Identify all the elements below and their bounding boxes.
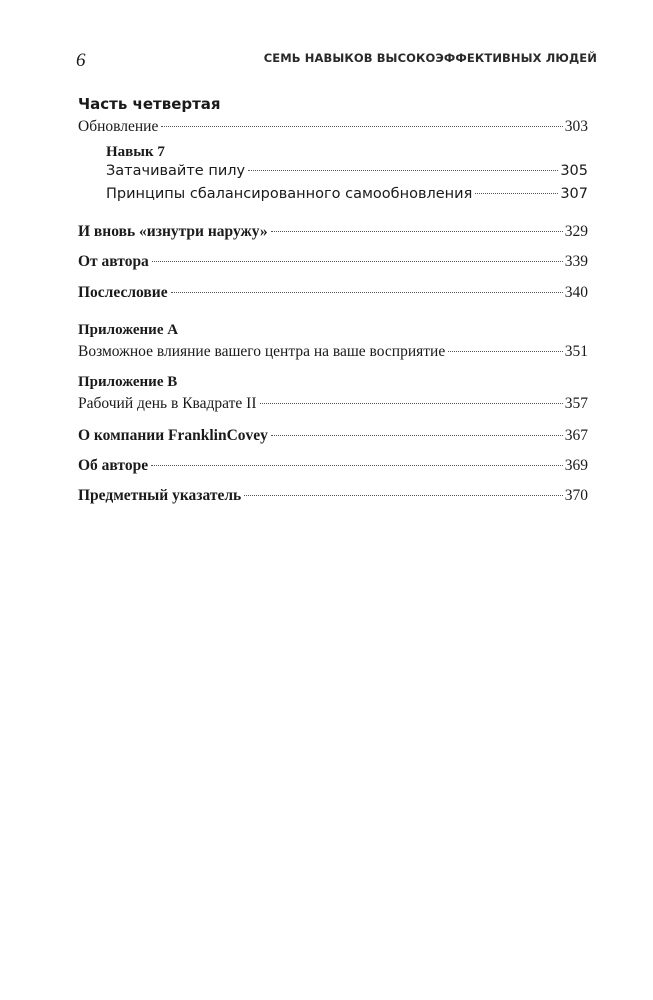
dot-leader bbox=[244, 495, 563, 496]
toc-entry-page: 370 bbox=[564, 487, 588, 504]
toc-entry-label: Рабочий день в Квадрате II bbox=[78, 395, 257, 412]
dot-leader bbox=[475, 193, 558, 194]
toc-entry-page: 307 bbox=[560, 186, 588, 202]
dot-leader bbox=[151, 465, 563, 466]
toc-entry-label: Возможное влияние вашего центра на ваше восприятие bbox=[78, 343, 446, 360]
toc-entry-label: От автора bbox=[78, 253, 149, 270]
toc-entry-afterword bbox=[78, 284, 588, 302]
toc-entry-center-perception bbox=[78, 343, 588, 361]
toc-entry-label: Обновление bbox=[78, 118, 159, 135]
toc-entry-from-author bbox=[78, 253, 588, 271]
dot-leader bbox=[260, 403, 563, 404]
page-number: 6 bbox=[76, 50, 86, 71]
dot-leader bbox=[271, 435, 563, 436]
toc-entry-inside-out-again bbox=[78, 223, 588, 241]
part-four-heading: Часть четвертая bbox=[78, 95, 221, 113]
toc-entry-page: 351 bbox=[564, 343, 588, 360]
dot-leader bbox=[248, 170, 558, 171]
toc-entry-page: 329 bbox=[564, 223, 588, 240]
habit-7-heading: Навык 7 bbox=[106, 144, 165, 160]
dot-leader bbox=[171, 292, 563, 293]
dot-leader bbox=[271, 231, 563, 232]
dot-leader bbox=[161, 126, 562, 127]
toc-entry-subject-index bbox=[78, 487, 588, 505]
toc-entry-label: И вновь «изнутри наружу» bbox=[78, 223, 268, 240]
toc-entry-label: Предметный указатель bbox=[78, 487, 242, 504]
toc-entry-label: Затачивайте пилу bbox=[106, 163, 246, 179]
toc-entry-label: Послесловие bbox=[78, 284, 168, 301]
toc-entry-balanced-renewal bbox=[106, 186, 588, 202]
toc-entry-franklincovey bbox=[78, 427, 588, 445]
toc-entry-page: 369 bbox=[564, 457, 588, 474]
toc-entry-page: 357 bbox=[564, 395, 588, 412]
toc-entry-renewal bbox=[78, 118, 588, 136]
dot-leader bbox=[448, 351, 563, 352]
toc-entry-label: Об авторе bbox=[78, 457, 149, 474]
toc-entry-page: 305 bbox=[560, 163, 588, 179]
toc-entry-about-author bbox=[78, 457, 588, 475]
toc-entry-page: 340 bbox=[564, 284, 588, 301]
appendix-b-heading: Приложение B bbox=[78, 374, 178, 390]
toc-entry-quadrant-ii-day bbox=[78, 395, 588, 413]
toc-entry-page: 303 bbox=[564, 118, 588, 135]
appendix-a-heading: Приложение A bbox=[78, 322, 179, 338]
running-head-title: СЕМЬ НАВЫКОВ ВЫСОКОЭФФЕКТИВНЫХ ЛЮДЕЙ bbox=[263, 51, 597, 65]
toc-entry-page: 367 bbox=[564, 427, 588, 444]
dot-leader bbox=[152, 261, 563, 262]
toc-entry-page: 339 bbox=[564, 253, 588, 270]
toc-entry-label: Принципы сбалансированного самообновления bbox=[106, 186, 473, 202]
toc-entry-label: О компании FranklinCovey bbox=[78, 427, 268, 444]
toc-entry-sharpen-saw bbox=[106, 163, 588, 179]
